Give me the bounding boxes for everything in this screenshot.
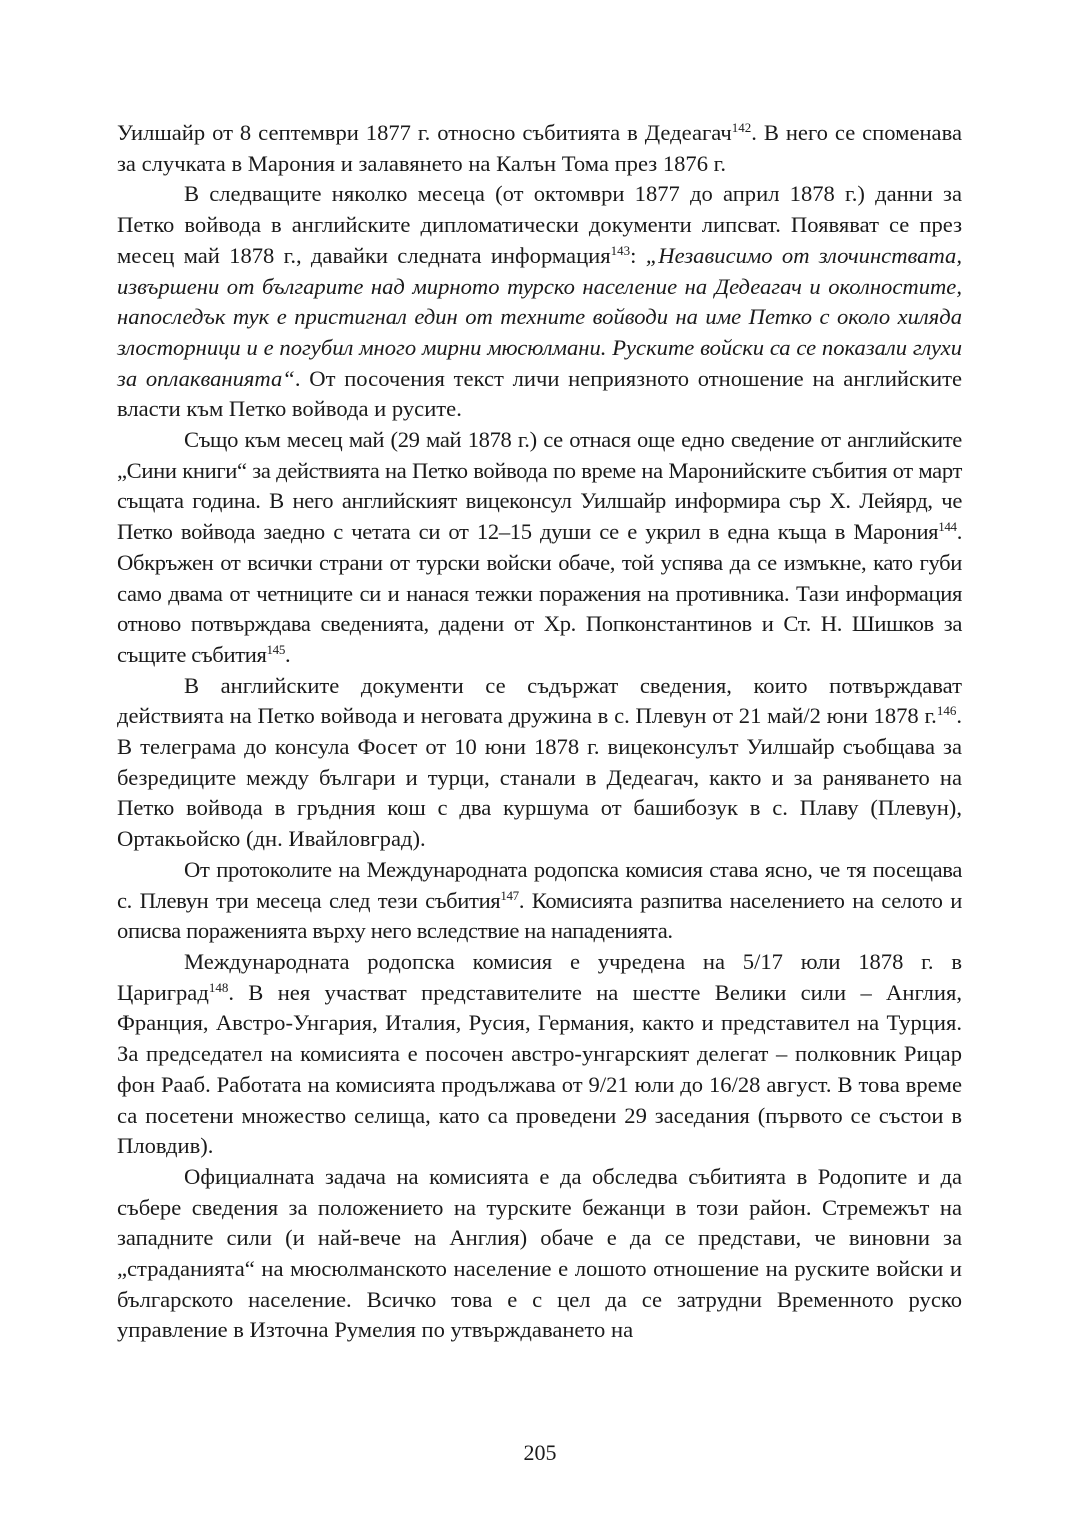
paragraph-text: Също към месец май (29 май 1878 г.) се отнася още едно сведение от английските „Сини книги“ за действията на Петко войвода по време на Маронийските събития от март същата година. В него английският вицеконсул Уилшайр информира сър Х. Лейярд, че Петко войвода заедно с четата си от 12–15 души се е укрил в една къща в Марония [117,427,962,545]
footnote-ref: 142 [731,119,752,135]
footnote-ref: 144 [938,519,957,535]
footnote-ref: 147 [500,887,519,903]
document-body [117,118,962,1346]
paragraph [117,671,962,855]
footnote-ref: 146 [936,703,957,719]
paragraph [117,1162,962,1346]
paragraph [117,947,962,1162]
footnote-ref: 143 [610,242,631,258]
paragraph-text: В английските документи се съдържат сведения, които потвърждават действията на Петко войвода и неговата дружина в с. Плевун от 21 май/2 юни 1878 г. [117,672,962,729]
paragraph-text: . В нея участват представителите на шестте Велики сили – Англия, Франция, Австро-Унгария, Италия, Русия, Германия, както и представител на Турция. За председател на комисията е посочен австро-унгарският делегат – полковник Рицар фон Рааб. Работата на комисията продължава от 9/21 юли до 16/28 август. В това време са посетени множество селища, като са проведени 29 заседания (първото се състои в Пловдив). [117,979,962,1159]
paragraph-text: . Комисията разпитва населението на селото и описва пораженията върху него вследствие на нападенията. [117,887,962,944]
paragraph-text: . В него се споменава за случката в Марония и залавянето на Калън Тома през 1876 г. [117,120,962,176]
footnote-ref: 148 [208,979,229,995]
paragraph-text: . От посочения текст личи неприязното отношение на английските власти към Петко войвода и русите. [117,365,963,422]
paragraph-text: В следващите няколко месеца (от октомври 1877 до април 1878 г.) данни за Петко войвода в английските дипломатически документи липсват. Появяват се през месец май 1878 г., давайки следната информация [117,181,962,268]
page-number: 205 [523,1440,557,1465]
paragraph [117,118,962,179]
paragraph-text: От протоколите на Международната родопска комисия става ясно, че тя посещава с. Плевун три месеца след тези събития [117,856,962,913]
paragraph-text: Уилшайр от 8 септември 1877 г. относно събитията в Дедеагач [117,120,732,145]
quoted-text: „Независимо от злочинствата, извършени от българите над мирното турско население на Дедеагач и околностите, напоследък тук е пристигнал един от техните войводи на име Петко с около хиляда злосторници и е погубил много мирни мюсюлмани. Руските войски са се показали глухи за оплакванията“ [117,242,962,391]
paragraph-text: Официалната задача на комисията е да обследва събитията в Родопите и да събере сведения за положението на турските бежанци в този район. Стремежът на западните сили (и най-вече на Англия) обаче е да се представи, че виновни за „страданията“ на мюсюлманското население е лошото отношение на руските войски и българското население. Всичко това е с цел да се затрудни Временното руско управление в Източна Румелия по утвърждаването на [117,1163,962,1343]
paragraph-text: . В телеграма до консула Фосет от 10 юни 1878 г. вицеконсулът Уилшайр съобщава за безредиците между българи и турци, станали в Дедеагач, както и за раняването на Петко войвода в гръдния кош с два куршума от башибозук в с. Плаву (Плевун), Ортакьойско (дн. Ивайловград). [117,703,962,852]
paragraph-text: . Обкръжен от всички страни от турски войски обаче, той успява да се измъкне, като губи само двама от четниците си и нанася тежки поражения на противника. Тази информация отново потвърждава сведенията, дадени от Хр. Попконстантинов и Ст. Н. Шишков за същите събития [117,519,962,667]
paragraph [117,855,962,947]
paragraph-text: : [630,242,646,268]
paragraph-text: Международната родопска комисия е учредена на 5/17 юли 1878 г. в Цариград [117,948,962,1005]
paragraph-text: . [284,641,291,667]
footnote-ref: 145 [266,641,285,657]
paragraph [117,425,962,671]
paragraph [117,179,962,425]
